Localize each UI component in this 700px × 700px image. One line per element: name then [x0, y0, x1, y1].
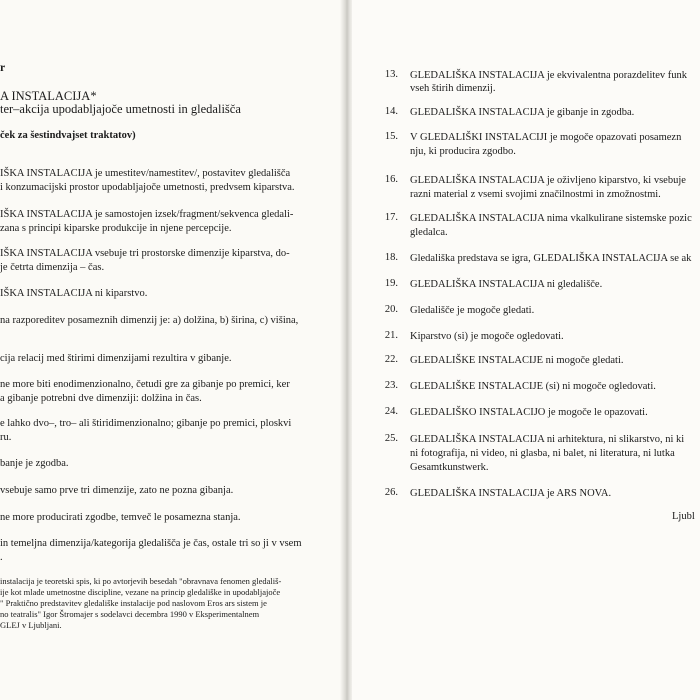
item-number: 25. — [384, 433, 398, 444]
text-line: vsebuje samo prve tri dimenzije, zato ne pozna gibanja. — [0, 485, 234, 496]
item-number: 15. — [384, 131, 398, 142]
footnote-line: instalacija je teoretski spis, ki po avtorjevih besedah "obravnava fenomen gledališ- — [0, 576, 282, 586]
item-line: GLEDALIŠKO INSTALACIJO je mogoče le opazovati. — [410, 407, 648, 418]
text-line: ne more biti enodimenzionalno, četudi gre za gibanje po premici, ker — [0, 379, 290, 390]
item-line: nju, ki producira zgodbo. — [410, 146, 516, 157]
document-subtitle: ter–akcija upodabljajoče umetnosti in gledališča — [0, 102, 241, 116]
item-line: Kiparstvo (si) je mogoče ogledovati. — [410, 331, 564, 342]
text-line: je četrta dimenzija – čas. — [0, 262, 105, 273]
item-number: 19. — [384, 278, 398, 289]
item-line: GLEDALIŠKE INSTALACIJE (si) ni mogoče ogledovati. — [410, 381, 656, 392]
footnote-line: no teatralis" Igor Štromajer s sodelavci decembra 1990 v Eksperimentalnem — [0, 609, 260, 619]
text-line: ru. — [0, 432, 12, 443]
item-line: razni material z vsemi svojimi značilnostmi in zmožnostmi. — [410, 189, 661, 200]
item-line: GLEDALIŠKA INSTALACIJA nima vkalkulirane sistemske pozic — [410, 213, 692, 224]
text-line: a gibanje potrebni dve dimenziji: dolžina in čas. — [0, 393, 202, 404]
text-line: in temeljna dimenzija/kategorija gledališča je čas, ostale tri so ji v vsem — [0, 538, 302, 549]
item-number: 18. — [384, 252, 398, 263]
text-line: IŠKA INSTALACIJA vsebuje tri prostorske dimenzije kiparstva, do- — [0, 248, 290, 259]
item-line: Gesamtkunstwerk. — [410, 462, 489, 473]
item-number: 14. — [384, 106, 398, 117]
item-number: 13. — [384, 69, 398, 80]
text-line: banje je zgodba. — [0, 458, 69, 469]
item-line: vseh štirih dimenzij. — [410, 83, 496, 94]
item-number: 16. — [384, 174, 398, 185]
text-line: ne more producirati zgodbe, temveč le posamezna stanja. — [0, 512, 241, 523]
text-line: . — [0, 552, 3, 563]
item-line: GLEDALIŠKA INSTALACIJA je gibanje in zgodba. — [410, 107, 635, 118]
right-page — [352, 0, 700, 700]
item-line: Gledališče je mogoče gledati. — [410, 305, 535, 316]
place-signature: Ljubl — [672, 511, 695, 522]
item-number: 23. — [384, 380, 398, 391]
text-line: e lahko dvo–, tro– ali štiridimenzionalno; gibanje po premici, ploskvi — [0, 418, 292, 429]
item-number: 26. — [384, 487, 398, 498]
author-name: r — [0, 62, 6, 74]
item-line: GLEDALIŠKA INSTALACIJA je oživljeno kiparstvo, ki vsebuje — [410, 175, 686, 186]
document-title: A INSTALACIJA* — [0, 89, 97, 103]
item-number: 22. — [384, 354, 398, 365]
item-number: 21. — [384, 330, 398, 341]
item-number: 24. — [384, 406, 398, 417]
text-line: IŠKA INSTALACIJA je samostojen izsek/fragment/sekvenca gledali- — [0, 209, 294, 220]
text-line: i konzumacijski prostor upodabljajoče umetnosti, predvsem kiparstva. — [0, 182, 295, 193]
text-line: IŠKA INSTALACIJA je umestitev/namestitev/, postavitev gledališča — [0, 168, 291, 179]
item-number: 17. — [384, 212, 398, 223]
left-page — [0, 0, 345, 700]
footnote-line: GLEJ v Ljubljani. — [0, 620, 62, 630]
item-number: 20. — [384, 304, 398, 315]
item-line: gledalca. — [410, 227, 448, 238]
item-line: GLEDALIŠKA INSTALACIJA ni arhitektura, ni slikarstvo, ni ki — [410, 434, 685, 445]
document-note: ček za šestindvajset traktatov) — [0, 130, 136, 141]
text-line: na razporeditev posameznih dimenzij je: a) dolžina, b) širina, c) višina, — [0, 315, 299, 326]
item-line: GLEDALIŠKA INSTALACIJA je ekvivalentna porazdelitev funk — [410, 70, 688, 81]
item-line: ni fotografija, ni video, ni glasba, ni balet, ni literatura, ni lutka — [410, 448, 675, 459]
item-line: Gledališka predstava se igra, GLEDALIŠKA INSTALACIJA se ak — [410, 253, 692, 264]
item-line: GLEDALIŠKA INSTALACIJA je ARS NOVA. — [410, 488, 612, 499]
footnote-line: " Praktično predstavitev gledališke instalacije pod naslovom Eros ars sistem je — [0, 598, 267, 608]
text-line: cija relacij med štirimi dimenzijami rezultira v gibanje. — [0, 353, 232, 364]
item-line: GLEDALIŠKE INSTALACIJE ni mogoče gledati. — [410, 355, 624, 366]
footnote-line: ije kot mlade umetnostne discipline, vezane na princip gledališke in upodabljajoče — [0, 587, 281, 597]
item-line: GLEDALIŠKA INSTALACIJA ni gledališče. — [410, 279, 603, 290]
text-line: zana s principi kiparske produkcije in njene percepcije. — [0, 223, 232, 234]
item-line: V GLEDALIŠKI INSTALACIJI je mogoče opazovati posamezn — [410, 132, 682, 143]
text-line: IŠKA INSTALACIJA ni kiparstvo. — [0, 288, 148, 299]
